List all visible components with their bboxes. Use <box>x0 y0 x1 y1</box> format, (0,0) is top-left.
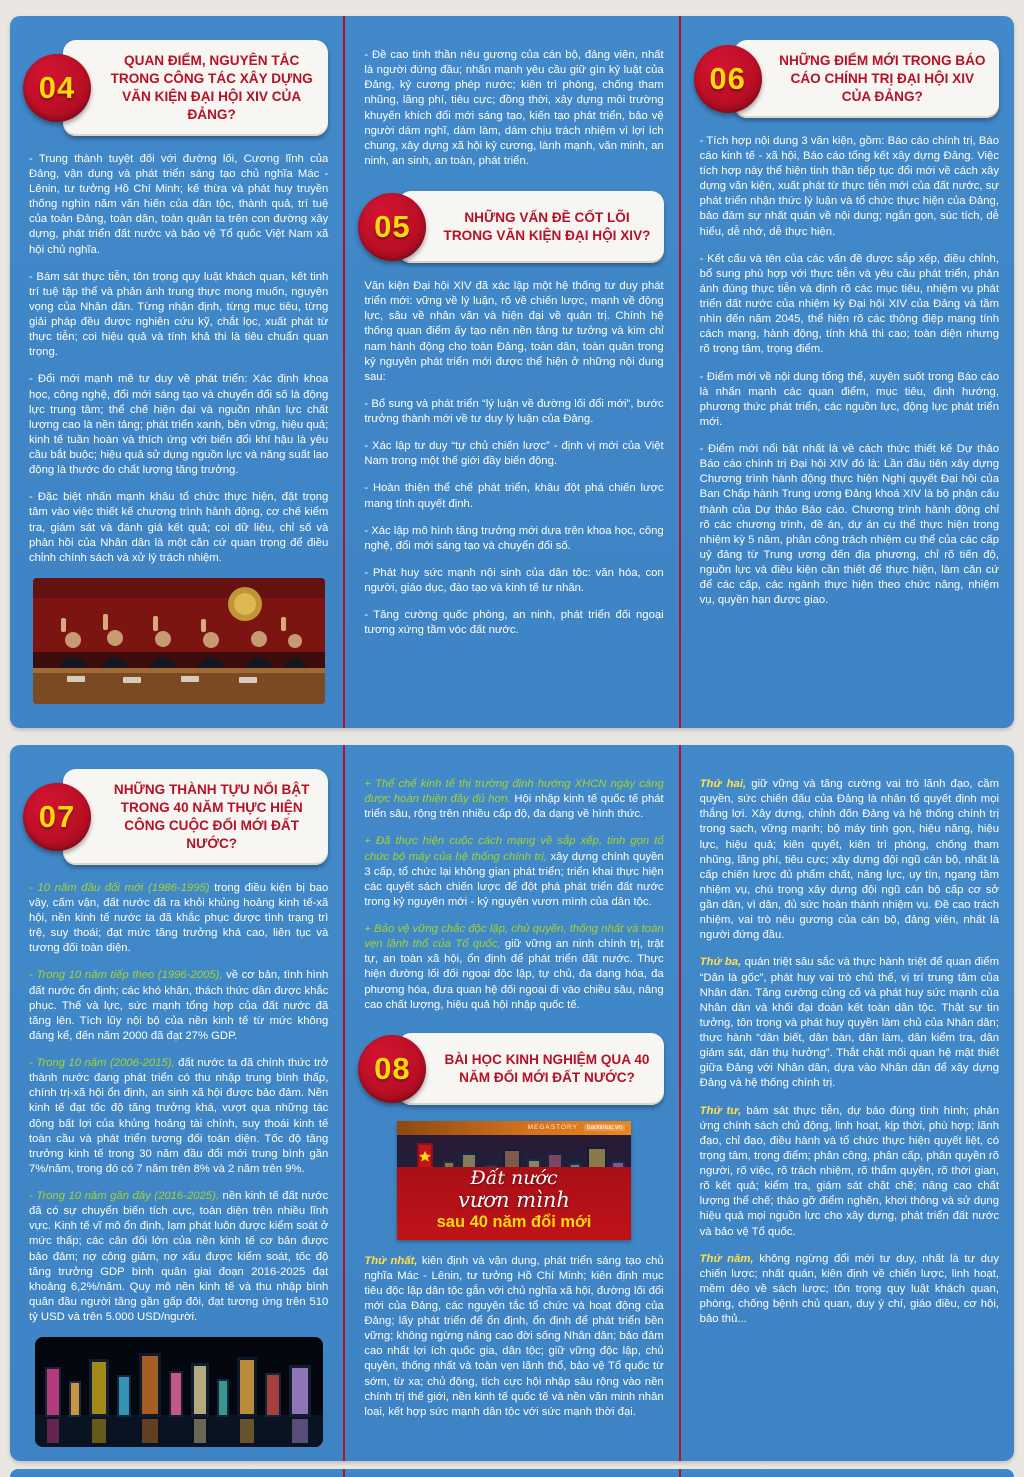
section-04-header <box>29 40 328 136</box>
paragraph: + Bảo vệ vững chắc độc lập, chủ quyền, thống nhất và toàn vẹn lãnh thổ của Tổ quốc, giữ vững an ninh chính trị, trật tự, an toàn xã hội, ổn định để phát triển đất nước. Thực hiện đường lối đối ngoại độc lập, tự chủ, đa dạng hóa, đa phương hóa, đưa quan hệ đối ngoại đi vào chiều sâu, nâng cao chất lượng, hiệu quả hội nhập quốc tế. <box>364 923 664 1011</box>
paragraph: - Trong 10 năm (2006-2015), đất nước ta đã chính thức trở thành nước đang phát triển có thu nhập trung bình thấp, chính trị-xã hội ổn định, an sinh xã hội được bảo đảm. Nền kinh tế đạt tốc độ tăng trưởng khá, vượt qua những tác động bất lợi của khủng hoảng tài chính, suy thoái kinh tế toàn cầu và phát triển tương đối toàn diện. Tốc độ tăng trưởng kinh tế trong 30 năm đầu đổi mới trung bình gần 7%/năm, trong đó có 7 năm trên 8% và 2 năm trên 9%. <box>29 1057 329 1175</box>
section-08-number: 08 <box>374 1050 411 1086</box>
paragraph: - 10 năm đầu đổi mới (1986-1995) trong điều kiện bị bao vây, cấm vận, đất nước đã ra khỏi khủng hoảng kinh tế-xã hội, nền kinh tế nước ta đã khắc phục được tình trạng trì trệ, suy thoái; đạt mức tăng trưởng khá cao, liên tục và tương đối toàn diện. <box>29 881 329 955</box>
list-item: - Bổ sung và phát triển “lý luận về đường lối đổi mới”, bước trưởng thành mới về tư duy lý luận của Đảng. <box>364 397 664 425</box>
paragraph: + Thể chế kinh tế thị trường định hướng XHCN ngày càng được hoàn thiện đầy đủ hơn. Hội nhập kinh tế quốc tế phát triển sâu, rộng trên nhiều cấp độ, đa dạng về hình thức. <box>364 778 664 821</box>
ordinal-lead: Thứ nhất, <box>364 1254 418 1267</box>
paragraph: - Trong 10 năm gần đây (2016-2025), nền kinh tế đất nước đã có sự chuyển biến tích cực, toàn diện trên nhiều lĩnh vực. Kinh tế vĩ mô ổn định, lạm phát luôn được kiểm soát ở mức thấp; các cân đối lớn của nền kinh tế cơ bản được bảo đảm; nợ công giảm, nợ xấu được kiểm soát, tốc độ tăng trưởng GDP bình quân giai đoạn 2016-2025 đạt khoảng 6,2%/năm. Quy mô nền kinh tế và thu nhập bình quân đầu người tăng gần gấp đôi, đạt tương ứng trên 510 tỷ USD và trên 5.000 USD/người. <box>29 1190 329 1323</box>
section-07-header <box>29 769 328 865</box>
top-column-2 <box>343 16 678 728</box>
section-06-number: 06 <box>709 60 746 96</box>
section-06-header <box>700 40 999 118</box>
top-panel <box>10 16 1014 728</box>
megastory-label: MEGASTORY <box>527 1124 578 1132</box>
list-item: - Xác lập tư duy “tự chủ chiến lược” - định vị mới của Việt Nam trong một thế giới đầy biến động. <box>364 440 664 468</box>
list-item: - Xác lập mô hình tăng trưởng mới dựa trên khoa học, công nghệ, đổi mới sáng tạo và chuyển đổi số. <box>364 524 664 552</box>
list-item: - Phát huy sức mạnh nội sinh của dân tộc: văn hóa, con người, giáo dục, đào tạo và kinh tế tư nhân. <box>364 566 664 594</box>
highlight-lead: + Bảo vệ vững chắc độc lập, chủ quyền, thống nhất và toàn vẹn lãnh thổ của Tổ quốc, <box>364 923 664 951</box>
ordinal-lead: Thứ ba, <box>699 956 742 969</box>
next-panel-sliver <box>10 1469 1014 1477</box>
paragraph: - Trung thành tuyệt đối với đường lối, Cương lĩnh của Đảng, vận dụng và phát triển sáng tạo chủ nghĩa Mác - Lênin, tư tưởng Hồ Chí Minh; kế thừa và phát huy truyền thống nghìn năm văn hiến của dân tộc, thành quả, trí tuệ của toàn Đảng, toàn dân, toàn quân ta trên con đường xây dựng, phát triển đất nước và bảo vệ Tổ quốc Việt Nam xã hội chủ nghĩa. <box>29 152 329 256</box>
section-07-number: 07 <box>38 798 76 834</box>
paragraph: - Điểm mới về nội dung tổng thể, xuyên suốt trong Báo cáo là nhấn mạnh các quan điểm, mục tiêu, định hướng, phương thức phát triển, các nguồn lực, động lực phát triển mới. <box>699 370 999 428</box>
paragraph: - Tích hợp nội dung 3 văn kiện, gồm: Báo cáo chính trị, Báo cáo kinh tế - xã hội, Báo cáo tổng kết xây dựng Đảng. Việc tích hợp này thể hiện tinh thần tiếp tục đổi mới về cách xây dựng văn kiện, xuất phát từ thực tiễn mới của đất nước, sự phát triển nhận thức lý luận và tổ chức thực hiện của Đảng, bảo đảm sự nhất quán về nội dung; ngắn gọn, súc tích, dễ hiểu, dễ nhớ, dễ thực hiện. <box>699 134 999 238</box>
highlight-lead: - Trong 10 năm tiếp theo (1996-2005), <box>29 969 223 982</box>
section-05-header <box>364 191 663 263</box>
highlight-lead: - Trong 10 năm (2006-2015), <box>29 1057 175 1069</box>
section-05-number: 05 <box>374 209 411 244</box>
bottom-column-2 <box>343 745 678 1461</box>
paragraph: - Điểm mới nổi bật nhất là về cách thức thiết kế Dự thảo Báo cáo chính trị Đại hội XIV đó là: Lần đầu tiên xây dựng Chương trình hành động thực hiện Nghị quyết Đại hội của Ban Chấp hành Trung ương Đảng khoá XIV là bộ phận cấu thành của Dự thảo Báo cáo. Chương trình hành động chỉ rõ các chương trình, đề án, dự án cụ thể thực hiện trong nhiệm kỳ 5 năm, phân công trách nhiệm cụ thể của các cấp uỷ đảng từ Trung ương đến địa phương, chỉ rõ tiến độ, nguồn lực và điều kiện cần thiết để thực hiện, làm căn cứ để các cấp, các ngành thực hiện theo chức năng, nhiệm vụ, quyền hạn được giao. <box>699 443 999 607</box>
paragraph: + Đã thực hiện cuộc cách mạng về sắp xếp, tinh gọn tổ chức bộ máy của hệ thống chính trị, xây dựng chính quyền 3 cấp, tổ chức lại không gian phát triển; triển khai thực hiện các quyết sách chiến lược để đột phá phát triển đất nước trong kỷ nguyên mới - kỷ nguyên vươn mình của dân tộc. <box>364 835 664 908</box>
section-04-number: 04 <box>38 69 76 105</box>
photo-brand-bar <box>397 1121 631 1135</box>
highlight-lead: - Trong 10 năm gần đây (2016-2025), <box>29 1190 219 1202</box>
section-06-title: NHỮNG ĐIỂM MỚI TRONG BÁO CÁO CHÍNH TRỊ ĐẠI HỘI XIV CỦA ĐẢNG? <box>734 40 999 118</box>
list-item: - Hoàn thiện thể chế phát triển, khâu đột phá chiến lược mang tính quyết định. <box>364 482 664 510</box>
baotintuc-label: baotintuc.vn <box>584 1124 625 1131</box>
section-08-header <box>364 1033 663 1105</box>
paragraph: Thứ ba, quán triệt sâu sắc và thực hành triệt để quan điểm “Dân là gốc”, phát huy vai trò chủ thể, vị trí trung tâm của Nhân dân. Tăng cường củng cố và phát huy sức mạnh của Nhân dân và khối đại đoàn kết toàn dân tộc. Thật sự tin tưởng, tôn trọng và phát huy quyền làm chủ của Nhân dân; thực hành “dân biết, dân bàn, dân làm, dân kiểm tra, dân giám sát, dân thụ hưởng”. Thắt chặt mối quan hệ mật thiết giữa Đảng với Nhân dân, dựa vào Nhân dân để xây dựng Đảng và hệ thống chính trị. <box>699 956 999 1090</box>
highlight-lead: - 10 năm đầu đổi mới (1986-1995) <box>29 881 210 894</box>
ordinal-lead: Thứ hai, <box>699 778 747 790</box>
section-04-badge <box>23 54 91 122</box>
section-04-title: QUAN ĐIỂM, NGUYÊN TẮC TRONG CÔNG TÁC XÂY DỰNG VĂN KIỆN ĐẠI HỘI XIV CỦA ĐẢNG? <box>63 40 328 136</box>
bottom-column-3 <box>679 745 1014 1461</box>
section-07-title: NHỮNG THÀNH TỰU NỔI BẬT TRONG 40 NĂM THỰC HIỆN CÔNG CUỘC ĐỔI MỚI ĐẤT NƯỚC? <box>63 769 328 865</box>
bottom-panel <box>10 745 1014 1461</box>
paragraph: - Kết cấu và tên của các vấn đề được sắp xếp, điều chỉnh, bổ sung phù hợp với thực tiễn và yêu cầu phát triển, phản ánh đúng thực tiễn và định rõ các mục tiêu, nhiệm vụ phát triển đất nước của nhiệm kỳ Đại hội XIV của Đảng và tầm nhìn đến năm 2045, thể hiện rõ các thông điệp mang tính cách mạng, hành động, tính khả thi cao; toàn diện nhưng rõ trọng tâm, trọng điểm. <box>699 252 999 356</box>
paragraph: - Đặc biệt nhấn mạnh khâu tổ chức thực hiện, đặt trọng tâm vào việc thiết kế chương trình hành động, cơ chế kiểm tra, giám sát và đánh giá kết quả; coi dữ liệu, chỉ số và phản hồi của Nhân dân là một căn cứ quan trọng để điều chỉnh chính sách và xử lý trách nhiệm. <box>29 491 329 564</box>
top-column-1 <box>10 16 343 728</box>
section-07-badge <box>23 783 91 851</box>
congress-session-photo <box>33 578 325 704</box>
paragraph: - Trong 10 năm tiếp theo (1996-2005), về cơ bản, tình hình đất nước ổn định; các khó khăn, thách thức dần được khắc phục. Thế và lực, sức mạnh tổng hợp của đất nước đã tăng lên. Tích lũy nội bộ của nền kinh tế từ mức không đáng kể, đến năm 2000 đã đạt 27% GDP. <box>29 969 329 1042</box>
paragraph: Thứ tư, bám sát thực tiễn, dự báo đúng tình hình; phản ứng chính sách chủ động, linh hoạt, kịp thời, phù hợp; lãnh đạo, chỉ đạo, điều hành và tổ chức thực hiện quyết liệt, có trọng tâm, trọng điểm; phân công, phân cấp, phân quyền rõ người, rõ việc, rõ trách nhiệm, rõ thẩm quyền, rõ thời gian, rõ kết quả; kiểm tra, giám sát chặt chẽ; nâng cao chất lượng thể chế; tháo gỡ điểm nghẽn, khơi thông và sử dụng hiệu quả mọi nguồn lực cho xây dựng, phát triển đất nước và bảo vệ Tổ quốc. <box>699 1104 999 1238</box>
photo-caption <box>397 1167 631 1240</box>
highlight-lead: + Thể chế kinh tế thị trường định hướng XHCN ngày càng được hoàn thiện đầy đủ hơn. <box>364 778 664 806</box>
paragraph: - Đổi mới mạnh mẽ tư duy về phát triển: Xác định khoa học, công nghệ, đổi mới sáng tạo và chuyển đổi số là động lực trung tâm; thể chế hiện đại và nguồn nhân lực chất lượng cao là nền tảng; phát triển xanh, bền vững, hiệu quả; kinh tế tuần hoàn và thích ứng với biến đổi khí hậu là yêu cầu bắt buộc; hiệu quả sử dụng nguồn lực và năng suất lao động là thước đo chất lượng tăng trưởng. <box>29 373 329 477</box>
paragraph: Văn kiện Đại hội XIV đã xác lập một hệ thống tư duy phát triển mới: vững về lý luận, rõ về chiến lược, mạnh về động lực, sâu về nhân văn và hiện đại về quản trị. Chính hệ thống quan điểm ấy tạo nên nền tảng tư tưởng và kim chỉ nam hành động cho toàn Đảng, toàn dân, toàn quân trong kỷ nguyên phát triển mới được thể hiện ở những nội dung sau: <box>364 280 664 383</box>
section-06-badge <box>694 45 762 113</box>
caption-script-line-1: Đất nước <box>470 1166 558 1189</box>
paragraph: Thứ nhất, kiên định và vận dụng, phát triển sáng tạo chủ nghĩa Mác - Lênin, tư tưởng Hồ Chí Minh; kiên định mục tiêu độc lập dân tộc gắn với chủ nghĩa xã hội, đường lối đổi mới của Đảng, các nguyên tắc tổ chức và hoạt động của Đảng; lấy phát triển để ổn định, ổn định để phát triển bền vững; không ngừng nâng cao đời sống Nhân dân; bảo đảm cao nhất lợi ích quốc gia, dân tộc; giữ vững độc lập, chủ quyền, thống nhất và toàn vẹn lãnh thổ, bảo vệ Tổ quốc từ sớm, từ xa; chủ động, tích cực hội nhập sâu rộng vào nền chính trị thế giới, nền kinh tế quốc tế và nền văn minh nhân loại, kết hợp sức mạnh dân tộc với sức mạnh thời đại. <box>364 1254 664 1418</box>
vietnam-rising-photo <box>397 1121 631 1240</box>
section-05-title: NHỮNG VẤN ĐỀ CỐT LÕI TRONG VĂN KIỆN ĐẠI HỘI XIV? <box>398 191 663 263</box>
paragraph: Thứ hai, giữ vững và tăng cường vai trò lãnh đạo, cầm quyền, sức chiến đấu của Đảng là nhân tố quyết định mọi thắng lợi. Xây dựng, chỉnh đốn Đảng và hệ thống chính trị trong sạch, vững mạnh; bộ máy tinh gọn, hiệu năng, hiệu lực, hiệu quả; kiên quyết, kiên trì phòng, chống tham nhũng, lãng phí, tiêu cực; xây dựng đội ngũ cán bộ, nhất là cấp chiến lược đủ phẩm chất, năng lực, uy tín, ngang tầm nhiệm vụ, chú trọng xây dựng đội ngũ cán bộ cấp cơ sở gần dân, vì dân, đủ sức hoàn thành nhiệm vụ. Đề cao trách nhiệm, vai trò nêu gương của cán bộ, đảng viên, nhất là người đứng đầu. <box>699 778 999 942</box>
section-08-badge <box>358 1035 426 1103</box>
highlight-lead: + Đã thực hiện cuộc cách mạng về sắp xếp, tinh gọn tổ chức bộ máy của hệ thống chính trị, <box>364 835 664 863</box>
bottom-column-1 <box>10 745 343 1461</box>
city-night-photo <box>35 1337 323 1447</box>
top-column-3 <box>679 16 1014 728</box>
ordinal-lead: Thứ năm, <box>699 1252 754 1265</box>
caption-script-line-2: vươn mình <box>458 1187 570 1212</box>
paragraph: Thứ năm, không ngừng đổi mới tư duy, nhất là tư duy chiến lược; nhất quán, kiên định về chiến lược, linh hoạt, mềm dẻo về sách lược; tôn trọng quy luật khách quan, phòng, chống bệnh chủ quan, duy ý chí, giáo điều, cơ hội, bảo thủ... <box>699 1252 999 1326</box>
caption-bold-line: sau 40 năm đổi mới <box>436 1212 592 1231</box>
section-05-badge <box>358 193 426 261</box>
list-item: - Tăng cường quốc phòng, an ninh, phát triển đối ngoại tương xứng tầm vóc đất nước. <box>364 609 664 637</box>
paragraph: - Bám sát thực tiễn, tôn trọng quy luật khách quan, kết tinh trí tuệ tập thể và phản ánh trung thực mong muốn, nguyện vọng của Nhân dân. Từng nhận định, từng mục tiêu, từng giải pháp đều được nghiên cứu kỹ, chắt lọc, xuất phát từ thực tiễn; coi hiệu quả và tính khả thi là tiêu chuẩn quan trọng. <box>29 270 329 359</box>
section-08-title: BÀI HỌC KINH NGHIỆM QUA 40 NĂM ĐỔI MỚI ĐẤT NƯỚC? <box>398 1033 663 1105</box>
paragraph: - Đề cao tinh thần nêu gương của cán bộ, đảng viên, nhất là người đứng đầu; nhấn mạnh yêu cầu giữ gìn kỷ luật của Đảng, kỷ cương phép nước; kiên trì phòng, chống tham nhũng, lãng phí, tiêu cực; đồng thời, xây dựng môi trường khuyến khích đổi mới sáng tạo, kiến tạo phát triển, bảo vệ người dám nghĩ, dám làm, dám chịu trách nhiệm vì lợi ích chung, xây dựng xã hội kỷ cương, lành mạnh, văn minh, an ninh, an sinh, an toàn, phát triển. <box>364 49 664 167</box>
ordinal-lead: Thứ tư, <box>699 1104 742 1117</box>
